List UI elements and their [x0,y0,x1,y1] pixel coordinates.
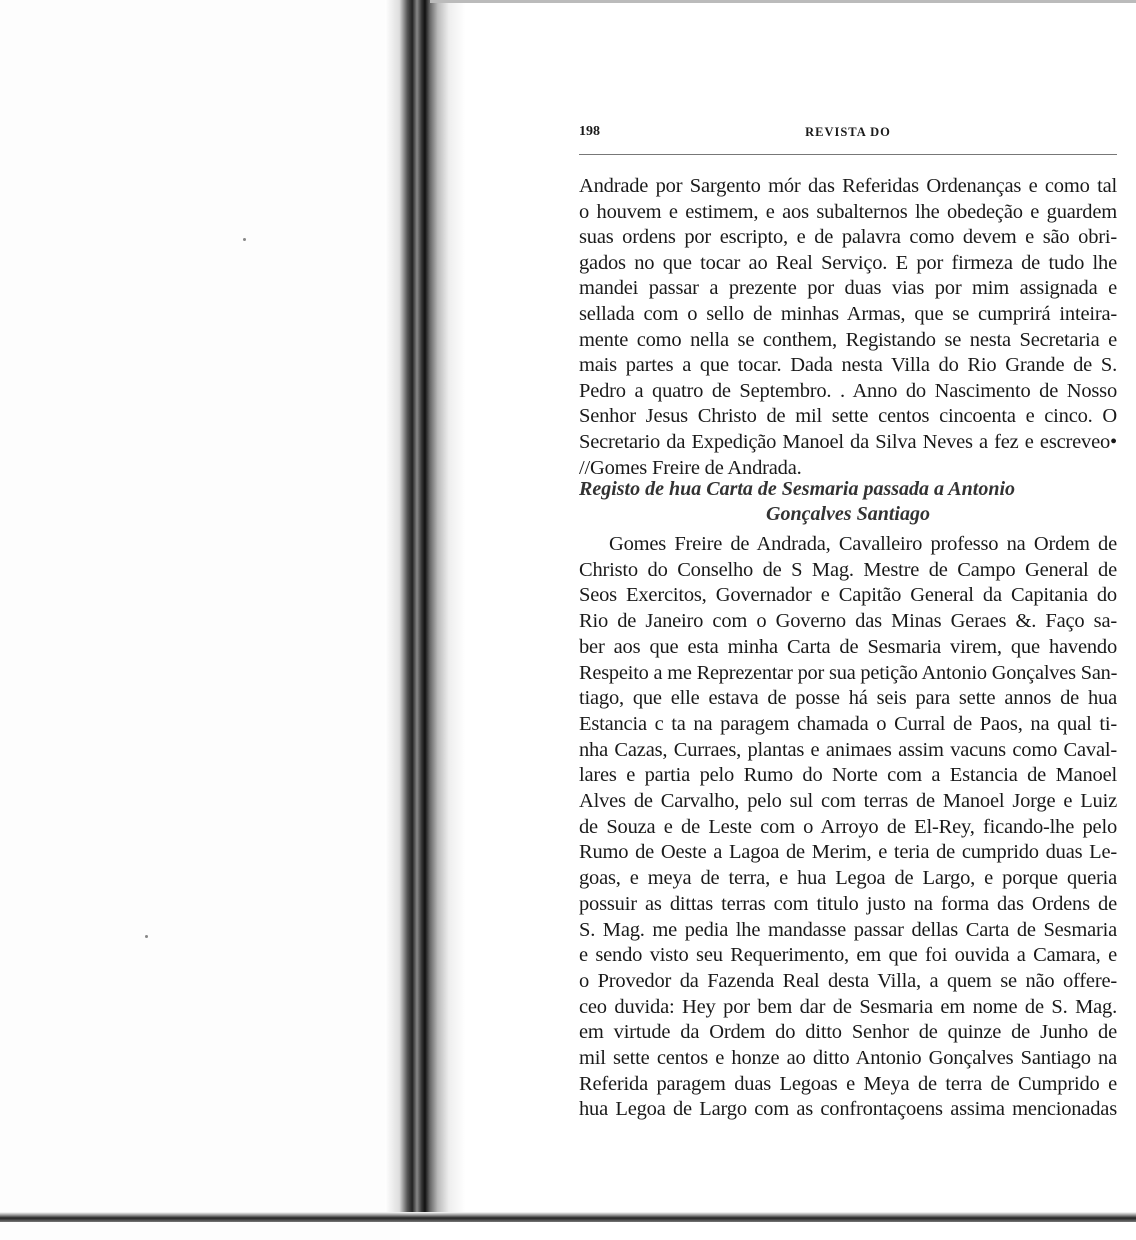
paragraph-2-line: nha Cazas, Curraes, plantas e animaes assim vacuns como Caval- [579,738,1117,761]
paragraph-1-line: Andrade por Sargento mór das Referidas Ordenanças e como tal [579,175,1117,197]
paper-speck [243,238,246,241]
page-bottom-edge [0,1212,1136,1222]
paragraph-2-line: Rio de Janeiro com o Governo das Minas Geraes &. Faço sa- [579,610,1117,633]
page-top-edge [430,0,1136,3]
paragraph-1-line: mais partes a que tocar. Dada nesta Villa do Rio Grande de S. [579,354,1117,377]
header-rule [579,154,1117,155]
paragraph-2-line: tiago, que elle estava de posse há seis para sette annos de hua [579,687,1117,710]
section-heading-line: Gonçalves Santiago [766,503,930,525]
paragraph-1-line: Pedro a quatro de Septembro. . Anno do Nascimento de Nosso [579,379,1117,402]
paragraph-2-line: ceo duvida: Hey por bem dar de Sesmaria em nome de S. Mag. [579,995,1117,1018]
paragraph-1-line: Secretario da Expedição Manoel da Silva Neves a fez e escreveo• [579,431,1117,453]
paragraph-2-line: Respeito a me Reprezentar por sua petição Antonio Gonçalves San- [579,661,1118,684]
paragraph-1-line: //Gomes Freire de Andrada. [579,456,802,479]
paragraph-2-line: Referida paragem duas Legoas e Meya de terra de Cumprido e [579,1072,1117,1095]
paragraph-2-line: e sendo visto seu Requerimento, em que foi ouvida a Camara, e [579,944,1117,967]
paper-speck [145,935,148,938]
paragraph-2-line: ber aos que esta minha Carta de Sesmaria virem, que havendo [579,635,1117,658]
book-binding-gutter [385,0,465,1215]
paragraph-1-line: gados no que tocar ao Real Serviço. E por firmeza de tudo lhe [579,251,1117,274]
running-head [579,124,1117,144]
paragraph-2-line: Alves de Carvalho, pelo sul com terras de Manoel Jorge e Luiz [579,790,1117,812]
page-number: 198 [579,124,600,139]
paragraph-2-line: mil sette centos e honze ao ditto Antonio Gonçalves Santiago na [579,1047,1117,1069]
paragraph-1-line: suas ordens por escripto, e de palavra como devem e são obri- [579,226,1117,249]
paragraph-2-line: o Provedor da Fazenda Real desta Villa, a quem se não offere- [579,969,1117,992]
paragraph-2-line: Gomes Freire de Andrada, Cavalleiro professo na Ordem de [609,533,1117,555]
paragraph-2-line: Estancia c ta na paragem chamada o Curral de Paos, na qual ti- [579,712,1117,735]
paragraph-1-line: mandei passar a prezente por duas vias por mim assignada e [579,277,1117,300]
section-heading-line: Registo de hua Carta de Sesmaria passada a Antonio [579,478,1015,500]
paragraph-2-line: de Souza e de Leste com o Arroyo de El-Rey, ficando-lhe pelo [579,815,1117,838]
paragraph-2-line: S. Mag. me pedia lhe mandasse passar dellas Carta de Sesmaria [579,918,1117,941]
paragraph-1-line: o houvem e estimem, e aos subalternos lhe obedeção e guardem [579,200,1117,223]
paragraph-1-line: Senhor Jesus Christo de mil sette centos cincoenta e cinco. O [579,405,1117,428]
paragraph-2-line: goas, e meya de terra, e hua Legoa de Largo, e porque queria [579,867,1117,890]
paragraph-2-line: Christo do Conselho de S Mag. Mestre de Campo General de [579,558,1117,581]
left-page-blank [0,0,400,1240]
paragraph-2-line: hua Legoa de Largo com as confrontaçoens assima mencionadas [579,1098,1117,1121]
paragraph-2-line: Rumo de Oeste a Lagoa de Merim, e teria de cumprido duas Le- [579,841,1117,864]
paragraph-2-line: possuir as dittas terras com titulo justo na forma das Ordens de [579,892,1117,915]
running-head-title: REVISTA DO [805,125,891,139]
paragraph-2-line: Seos Exercitos, Governador e Capitão General da Capitania do [579,584,1117,607]
paragraph-2-line: lares e partia pelo Rumo do Norte com a Estancia de Manoel [579,764,1117,787]
paragraph-1-line: sellada com o sello de minhas Armas, que se cumprirá inteira- [579,303,1117,325]
paragraph-2-line: em virtude da Ordem do ditto Senhor de quinze de Junho de [579,1021,1117,1044]
paragraph-1-line: mente como nella se conthem, Registando se nesta Secretaria e [579,328,1117,351]
